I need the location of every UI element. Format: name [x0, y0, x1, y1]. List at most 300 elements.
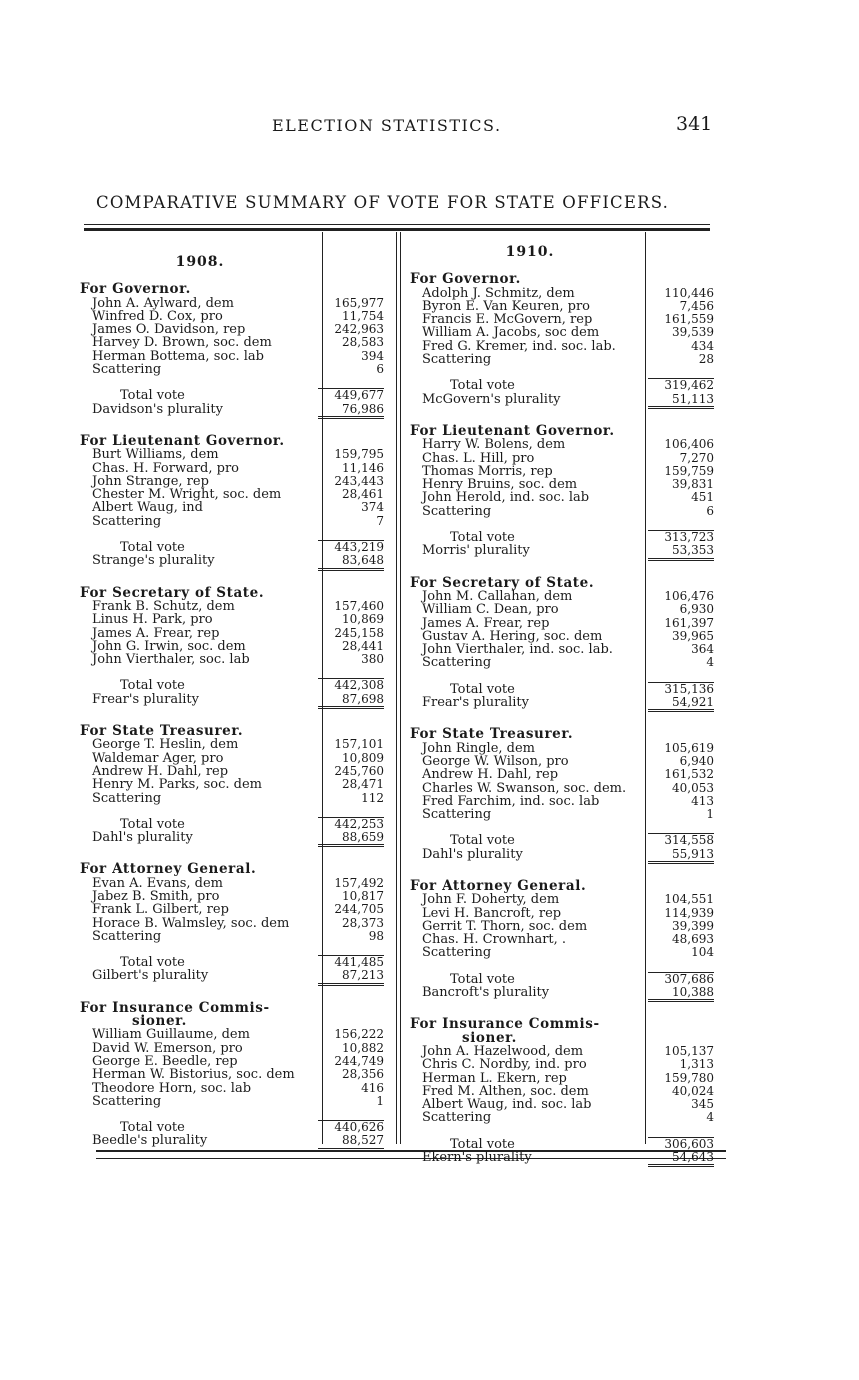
plurality-row — [410, 544, 726, 560]
candidate-name: George E. Beedle, rep — [92, 1054, 238, 1069]
plurality-label: Frear's plurality — [422, 696, 529, 710]
candidate-row — [80, 1055, 398, 1068]
plurality-row — [410, 1151, 726, 1167]
candidate-votes: 39,831 — [672, 477, 714, 492]
office-title: For Lieutenant Governor. — [80, 432, 285, 449]
candidate-votes: 4 — [706, 1110, 714, 1125]
plurality-label: Beedle's plurality — [92, 1134, 208, 1148]
candidate-votes: 28,583 — [342, 335, 384, 350]
candidate-votes: 104,551 — [664, 892, 714, 907]
candidate-row — [80, 600, 398, 613]
page-title: COMPARATIVE SUMMARY OF VOTE FOR STATE OFFICERS. — [96, 193, 670, 212]
candidate-name: Scattering — [92, 929, 162, 944]
total-row — [80, 817, 398, 831]
candidate-votes: 451 — [691, 490, 714, 505]
candidate-row — [410, 1045, 726, 1058]
plurality-votes: 83,648 — [318, 554, 384, 570]
candidate-row — [410, 300, 726, 313]
office-title: For Insurance Commis- — [80, 999, 270, 1016]
candidate-name: John M. Callahan, dem — [422, 589, 573, 604]
plurality-row — [410, 393, 726, 409]
candidate-votes: 10,809 — [342, 750, 384, 765]
candidate-name: Scattering — [92, 363, 162, 377]
plurality-votes: 88,527 — [318, 1134, 384, 1150]
page-number: 341 — [676, 113, 713, 135]
candidate-name: Chas. H. Forward, pro — [92, 461, 239, 475]
office-title: For Secretary of State. — [410, 574, 595, 591]
candidate-name: Burt Williams, dem — [92, 448, 219, 462]
candidate-votes: 104 — [691, 945, 714, 960]
candidate-row — [410, 452, 726, 465]
candidate-row — [410, 287, 726, 300]
plurality-votes: 51,113 — [648, 393, 714, 409]
candidate-votes: 6 — [376, 362, 384, 377]
office-section — [80, 725, 398, 847]
total-votes: 441,485 — [318, 955, 384, 969]
candidate-votes: 6 — [706, 503, 714, 518]
candidate-name: Evan A. Evans, dem — [92, 876, 223, 890]
candidate-votes: 157,492 — [334, 875, 384, 890]
candidate-row — [410, 643, 726, 656]
plurality-row — [410, 696, 726, 712]
candidate-votes: 157,101 — [334, 737, 384, 752]
candidate-votes: 39,965 — [672, 628, 714, 643]
total-label: Total vote — [450, 682, 515, 697]
candidate-votes: 165,977 — [334, 295, 384, 310]
candidate-row — [80, 323, 398, 336]
candidate-votes: 98 — [368, 928, 384, 943]
candidate-row — [80, 1082, 398, 1095]
candidate-row — [410, 353, 726, 366]
candidate-votes: 40,024 — [672, 1083, 714, 1098]
candidate-votes: 245,158 — [334, 625, 384, 640]
candidate-name: Byron E. Van Keuren, pro — [422, 299, 590, 314]
year-heading: 1910. — [505, 244, 555, 260]
total-row — [410, 1137, 726, 1151]
office-title: For State Treasurer. — [80, 723, 244, 740]
candidate-row — [410, 755, 726, 768]
candidate-name: Scattering — [422, 808, 492, 822]
candidate-row — [80, 1068, 398, 1081]
office-section — [410, 574, 726, 713]
candidate-name: John F. Doherty, dem — [422, 893, 560, 907]
candidate-row — [80, 488, 398, 501]
total-row — [80, 540, 398, 554]
total-votes: 319,462 — [648, 378, 714, 392]
candidate-row — [410, 768, 726, 781]
candidate-row — [80, 310, 398, 323]
candidate-votes: 10,882 — [342, 1040, 384, 1055]
candidate-name: Winfred D. Cox, pro — [92, 309, 223, 324]
candidate-row — [410, 1098, 726, 1111]
candidate-votes: 105,137 — [664, 1043, 714, 1058]
candidate-row — [410, 617, 726, 630]
office-title: For Attorney General. — [80, 861, 257, 878]
candidate-row — [80, 917, 398, 930]
office-title-continued: sioner. — [462, 1029, 517, 1046]
candidate-name: Herman W. Bistorius, soc. dem — [92, 1068, 295, 1082]
office-title: For Governor. — [80, 281, 191, 298]
candidate-row — [80, 1042, 398, 1055]
total-label: Total vote — [450, 379, 515, 393]
office-section — [410, 728, 726, 864]
candidate-row — [410, 656, 726, 669]
candidate-name: John Herold, ind. soc. lab — [422, 491, 590, 505]
total-votes: 313,723 — [648, 530, 714, 544]
candidate-votes: 364 — [691, 642, 714, 657]
candidate-name: Scattering — [422, 946, 492, 960]
candidate-name: Harvey D. Brown, soc. dem — [92, 336, 272, 350]
office-section — [410, 877, 726, 1002]
running-title: ELECTION STATISTICS. — [272, 116, 502, 135]
plurality-row — [410, 848, 726, 864]
candidate-name: John Ringle, dem — [422, 741, 536, 755]
candidate-row — [410, 1111, 726, 1124]
candidate-row — [80, 1028, 398, 1041]
candidate-name: Fred Farchim, ind. soc. lab — [422, 794, 600, 809]
total-votes: 314,558 — [648, 833, 714, 847]
candidate-votes: 28,373 — [342, 915, 384, 930]
candidate-row — [80, 336, 398, 349]
candidate-name: Andrew H. Dahl, rep — [92, 764, 229, 779]
office-section — [80, 999, 398, 1151]
candidate-votes: 159,759 — [664, 463, 714, 478]
total-row — [80, 1120, 398, 1134]
candidate-votes: 6,930 — [679, 602, 714, 617]
column-1910 — [410, 244, 726, 1183]
candidate-row — [80, 792, 398, 805]
candidate-name: Frank B. Schutz, dem — [92, 599, 235, 614]
candidate-name: John A. Aylward, dem — [92, 296, 234, 310]
candidate-name: John G. Irwin, soc. dem — [92, 639, 246, 654]
candidate-name: Adolph J. Schmitz, dem — [422, 286, 575, 300]
candidate-votes: 159,780 — [664, 1070, 714, 1085]
candidate-votes: 161,397 — [664, 615, 714, 630]
candidate-row — [80, 738, 398, 751]
total-label: Total vote — [450, 972, 515, 987]
total-label: Total vote — [120, 817, 185, 832]
candidate-name: James O. Davidson, rep — [92, 323, 246, 337]
candidate-row — [80, 363, 398, 376]
candidate-votes: 48,693 — [672, 932, 714, 947]
top-rule — [84, 224, 710, 225]
candidate-name: Scattering — [422, 656, 492, 670]
candidate-name: Scattering — [92, 514, 162, 529]
candidate-votes: 105,619 — [664, 740, 714, 755]
candidate-row — [410, 782, 726, 795]
plurality-row — [80, 403, 398, 419]
total-row — [410, 530, 726, 544]
candidate-votes: 114,939 — [664, 905, 714, 920]
plurality-row — [80, 693, 398, 709]
candidate-votes: 1,313 — [679, 1057, 714, 1072]
candidate-name: Chris C. Nordby, ind. pro — [422, 1058, 587, 1072]
candidate-votes: 6,940 — [679, 753, 714, 768]
candidate-votes: 7 — [376, 513, 384, 528]
candidate-name: George W. Wilson, pro — [422, 754, 569, 769]
office-section — [410, 273, 726, 409]
candidate-row — [80, 930, 398, 943]
total-row — [410, 833, 726, 847]
total-label: Total vote — [450, 834, 515, 848]
candidate-row — [410, 795, 726, 808]
candidate-votes: 244,705 — [334, 902, 384, 917]
total-label: Total vote — [450, 531, 515, 545]
total-votes: 443,219 — [318, 540, 384, 554]
candidate-row — [410, 590, 726, 603]
plurality-votes: 87,698 — [318, 693, 384, 709]
total-row — [80, 955, 398, 969]
candidate-name: William Guillaume, dem — [92, 1028, 250, 1042]
plurality-votes: 88,659 — [318, 831, 384, 847]
candidate-row — [410, 326, 726, 339]
candidate-name: Francis E. McGovern, rep — [422, 313, 593, 327]
candidate-row — [80, 903, 398, 916]
total-row — [410, 378, 726, 392]
plurality-votes: 53,353 — [648, 544, 714, 560]
candidate-row — [410, 1072, 726, 1085]
plurality-label: Ekern's plurality — [422, 1151, 532, 1165]
candidate-votes: 156,222 — [334, 1027, 384, 1042]
plurality-label: Gilbert's plurality — [92, 969, 209, 983]
candidate-name: Harry W. Bolens, dem — [422, 438, 566, 452]
candidate-name: Horace B. Walmsley, soc. dem — [92, 916, 290, 930]
candidate-row — [80, 640, 398, 653]
candidate-row — [410, 946, 726, 959]
candidate-name: Waldemar Ager, pro — [92, 751, 224, 765]
candidate-row — [410, 478, 726, 491]
candidate-name: Fred G. Kremer, ind. soc. lab. — [422, 339, 616, 354]
candidate-votes: 40,053 — [672, 780, 714, 795]
candidate-name: Linus H. Park, pro — [92, 613, 213, 627]
candidate-row — [80, 448, 398, 461]
office-title-continued: sioner. — [132, 1013, 187, 1030]
candidate-row — [80, 765, 398, 778]
total-votes: 440,626 — [318, 1120, 384, 1134]
candidate-votes: 244,749 — [334, 1053, 384, 1068]
candidate-votes: 39,539 — [672, 325, 714, 340]
column-divider — [400, 232, 401, 1144]
candidate-votes: 10,817 — [342, 888, 384, 903]
candidate-name: Albert Waug, ind — [92, 501, 203, 515]
candidate-votes: 11,146 — [342, 460, 384, 475]
total-votes: 442,308 — [318, 678, 384, 692]
office-section — [410, 422, 726, 561]
total-votes: 442,253 — [318, 817, 384, 831]
candidate-row — [410, 465, 726, 478]
plurality-votes: 87,213 — [318, 969, 384, 985]
candidate-row — [80, 501, 398, 514]
candidate-votes: 245,760 — [334, 763, 384, 778]
candidate-votes: 28,471 — [342, 777, 384, 792]
office-section — [80, 432, 398, 571]
candidate-row — [410, 808, 726, 821]
candidate-votes: 161,532 — [664, 767, 714, 782]
plurality-votes: 10,388 — [648, 986, 714, 1002]
candidate-row — [80, 515, 398, 528]
candidate-votes: 243,443 — [334, 473, 384, 488]
candidate-row — [80, 877, 398, 890]
candidate-row — [80, 475, 398, 488]
page-header — [0, 113, 859, 138]
office-title: For Governor. — [410, 271, 521, 288]
candidate-name: John A. Hazelwood, dem — [422, 1044, 584, 1059]
candidate-row — [80, 752, 398, 765]
plurality-label: Dahl's plurality — [422, 847, 523, 861]
office-section — [410, 1018, 726, 1167]
candidate-name: Herman L. Ekern, rep — [422, 1071, 567, 1085]
candidate-name: Chester M. Wright, soc. dem — [92, 488, 282, 502]
candidate-name: Andrew H. Dahl, rep — [422, 768, 559, 782]
plurality-label: Frear's plurality — [92, 692, 199, 707]
candidate-votes: 28 — [698, 352, 714, 367]
candidate-name: Scattering — [92, 1094, 162, 1109]
candidate-votes: 39,399 — [672, 918, 714, 933]
candidate-name: Thomas Morris, rep — [422, 464, 553, 479]
candidate-votes: 1 — [706, 807, 714, 822]
candidate-row — [410, 630, 726, 643]
candidate-votes: 434 — [691, 338, 714, 353]
candidate-row — [410, 1058, 726, 1071]
total-votes: 449,677 — [318, 388, 384, 402]
candidate-votes: 394 — [361, 348, 384, 363]
total-row — [80, 388, 398, 402]
plurality-label: Morris' plurality — [422, 544, 530, 558]
office-title: For Secretary of State. — [80, 584, 265, 601]
candidate-name: Henry Bruins, soc. dem — [422, 478, 578, 492]
candidate-votes: 413 — [691, 793, 714, 808]
candidate-votes: 345 — [691, 1097, 714, 1112]
candidate-name: Frank L. Gilbert, rep — [92, 903, 229, 917]
candidate-row — [80, 778, 398, 791]
candidate-row — [410, 742, 726, 755]
candidate-row — [80, 613, 398, 626]
candidate-row — [410, 933, 726, 946]
candidate-name: George T. Heslin, dem — [92, 738, 239, 752]
office-section — [80, 863, 398, 985]
office-title: For State Treasurer. — [410, 726, 574, 743]
candidate-row — [80, 653, 398, 666]
total-label: Total vote — [120, 679, 185, 693]
candidate-name: John Vierthaler, soc. lab — [92, 653, 250, 667]
candidate-votes: 242,963 — [334, 322, 384, 337]
candidate-row — [410, 438, 726, 451]
candidate-name: Chas. L. Hill, pro — [422, 451, 535, 465]
candidate-votes: 416 — [361, 1080, 384, 1095]
plurality-votes: 54,643 — [648, 1151, 714, 1167]
plurality-row — [80, 554, 398, 570]
office-title: For Attorney General. — [410, 877, 587, 894]
total-row — [410, 972, 726, 986]
candidate-row — [80, 1095, 398, 1108]
candidate-name: Herman Bottema, soc. lab — [92, 349, 264, 364]
plurality-row — [80, 1134, 398, 1150]
candidate-votes: 157,460 — [334, 598, 384, 613]
candidate-name: David W. Emerson, pro — [92, 1041, 243, 1055]
total-label: Total vote — [120, 541, 185, 555]
column-1908 — [80, 250, 398, 1167]
candidate-row — [410, 505, 726, 518]
candidate-votes: 112 — [361, 790, 384, 805]
candidate-row — [410, 603, 726, 616]
candidate-name: James A. Frear, rep — [422, 616, 550, 630]
candidate-row — [410, 920, 726, 933]
candidate-votes: 10,869 — [342, 612, 384, 627]
candidate-votes: 161,559 — [664, 312, 714, 327]
candidate-votes: 28,441 — [342, 638, 384, 653]
plurality-votes: 76,986 — [318, 403, 384, 419]
candidate-row — [80, 890, 398, 903]
plurality-row — [80, 969, 398, 985]
office-title: For Lieutenant Governor. — [410, 422, 615, 439]
candidate-row — [80, 350, 398, 363]
candidate-name: Jabez B. Smith, pro — [92, 889, 220, 904]
candidate-name: Theodore Horn, soc. lab — [92, 1081, 252, 1095]
total-row — [410, 682, 726, 696]
candidate-row — [410, 491, 726, 504]
candidate-votes: 380 — [361, 652, 384, 667]
candidate-name: Fred M. Althen, soc. dem — [422, 1084, 589, 1099]
candidate-name: Scattering — [92, 791, 162, 805]
candidate-votes: 28,461 — [342, 487, 384, 502]
candidate-name: Gustav A. Hering, soc. dem — [422, 629, 603, 644]
plurality-row — [80, 831, 398, 847]
candidate-name: John Vierthaler, ind. soc. lab. — [422, 643, 613, 657]
total-label: Total vote — [120, 389, 185, 403]
candidate-name: James A. Frear, rep — [92, 626, 220, 640]
total-label: Total vote — [450, 1137, 515, 1152]
candidate-name: Henry M. Parks, soc. dem — [92, 778, 262, 792]
candidate-name: Charles W. Swanson, soc. dem. — [422, 781, 627, 795]
total-label: Total vote — [120, 956, 185, 970]
candidate-name: Albert Waug, ind. soc. lab — [422, 1098, 592, 1112]
candidate-name: Scattering — [422, 504, 492, 519]
candidate-name: William A. Jacobs, soc dem — [422, 326, 600, 340]
candidate-votes: 4 — [706, 655, 714, 670]
candidate-row — [410, 907, 726, 920]
candidate-row — [80, 462, 398, 475]
candidate-name: Chas. H. Crownhart, . — [422, 933, 567, 947]
year-heading: 1908. — [175, 254, 225, 270]
candidate-votes: 11,754 — [342, 308, 384, 323]
plurality-label: Dahl's plurality — [92, 831, 193, 845]
total-votes: 315,136 — [648, 682, 714, 696]
plurality-label: McGovern's plurality — [422, 392, 561, 406]
candidate-row — [80, 297, 398, 310]
candidate-votes: 159,795 — [334, 447, 384, 462]
candidate-name: John Strange, rep — [92, 474, 209, 489]
candidate-votes: 106,406 — [664, 437, 714, 452]
candidate-name: Scattering — [422, 353, 492, 367]
plurality-votes: 54,921 — [648, 696, 714, 712]
office-section — [80, 283, 398, 419]
plurality-label: Davidson's plurality — [92, 402, 223, 416]
candidate-votes: 7,270 — [679, 450, 714, 465]
candidate-votes: 110,446 — [664, 285, 714, 300]
candidate-row — [410, 893, 726, 906]
plurality-row — [410, 986, 726, 1002]
plurality-label: Bancroft's plurality — [422, 986, 550, 1000]
candidate-name: Levi H. Bancroft, rep — [422, 906, 562, 920]
candidate-votes: 106,476 — [664, 588, 714, 603]
candidate-votes: 374 — [361, 500, 384, 515]
total-row — [80, 678, 398, 692]
candidate-name: Gerrit T. Thorn, soc. dem — [422, 919, 588, 934]
top-rule-thick — [84, 228, 710, 231]
candidate-name: William C. Dean, pro — [422, 603, 559, 617]
total-label: Total vote — [120, 1121, 185, 1135]
total-votes: 307,686 — [648, 972, 714, 986]
